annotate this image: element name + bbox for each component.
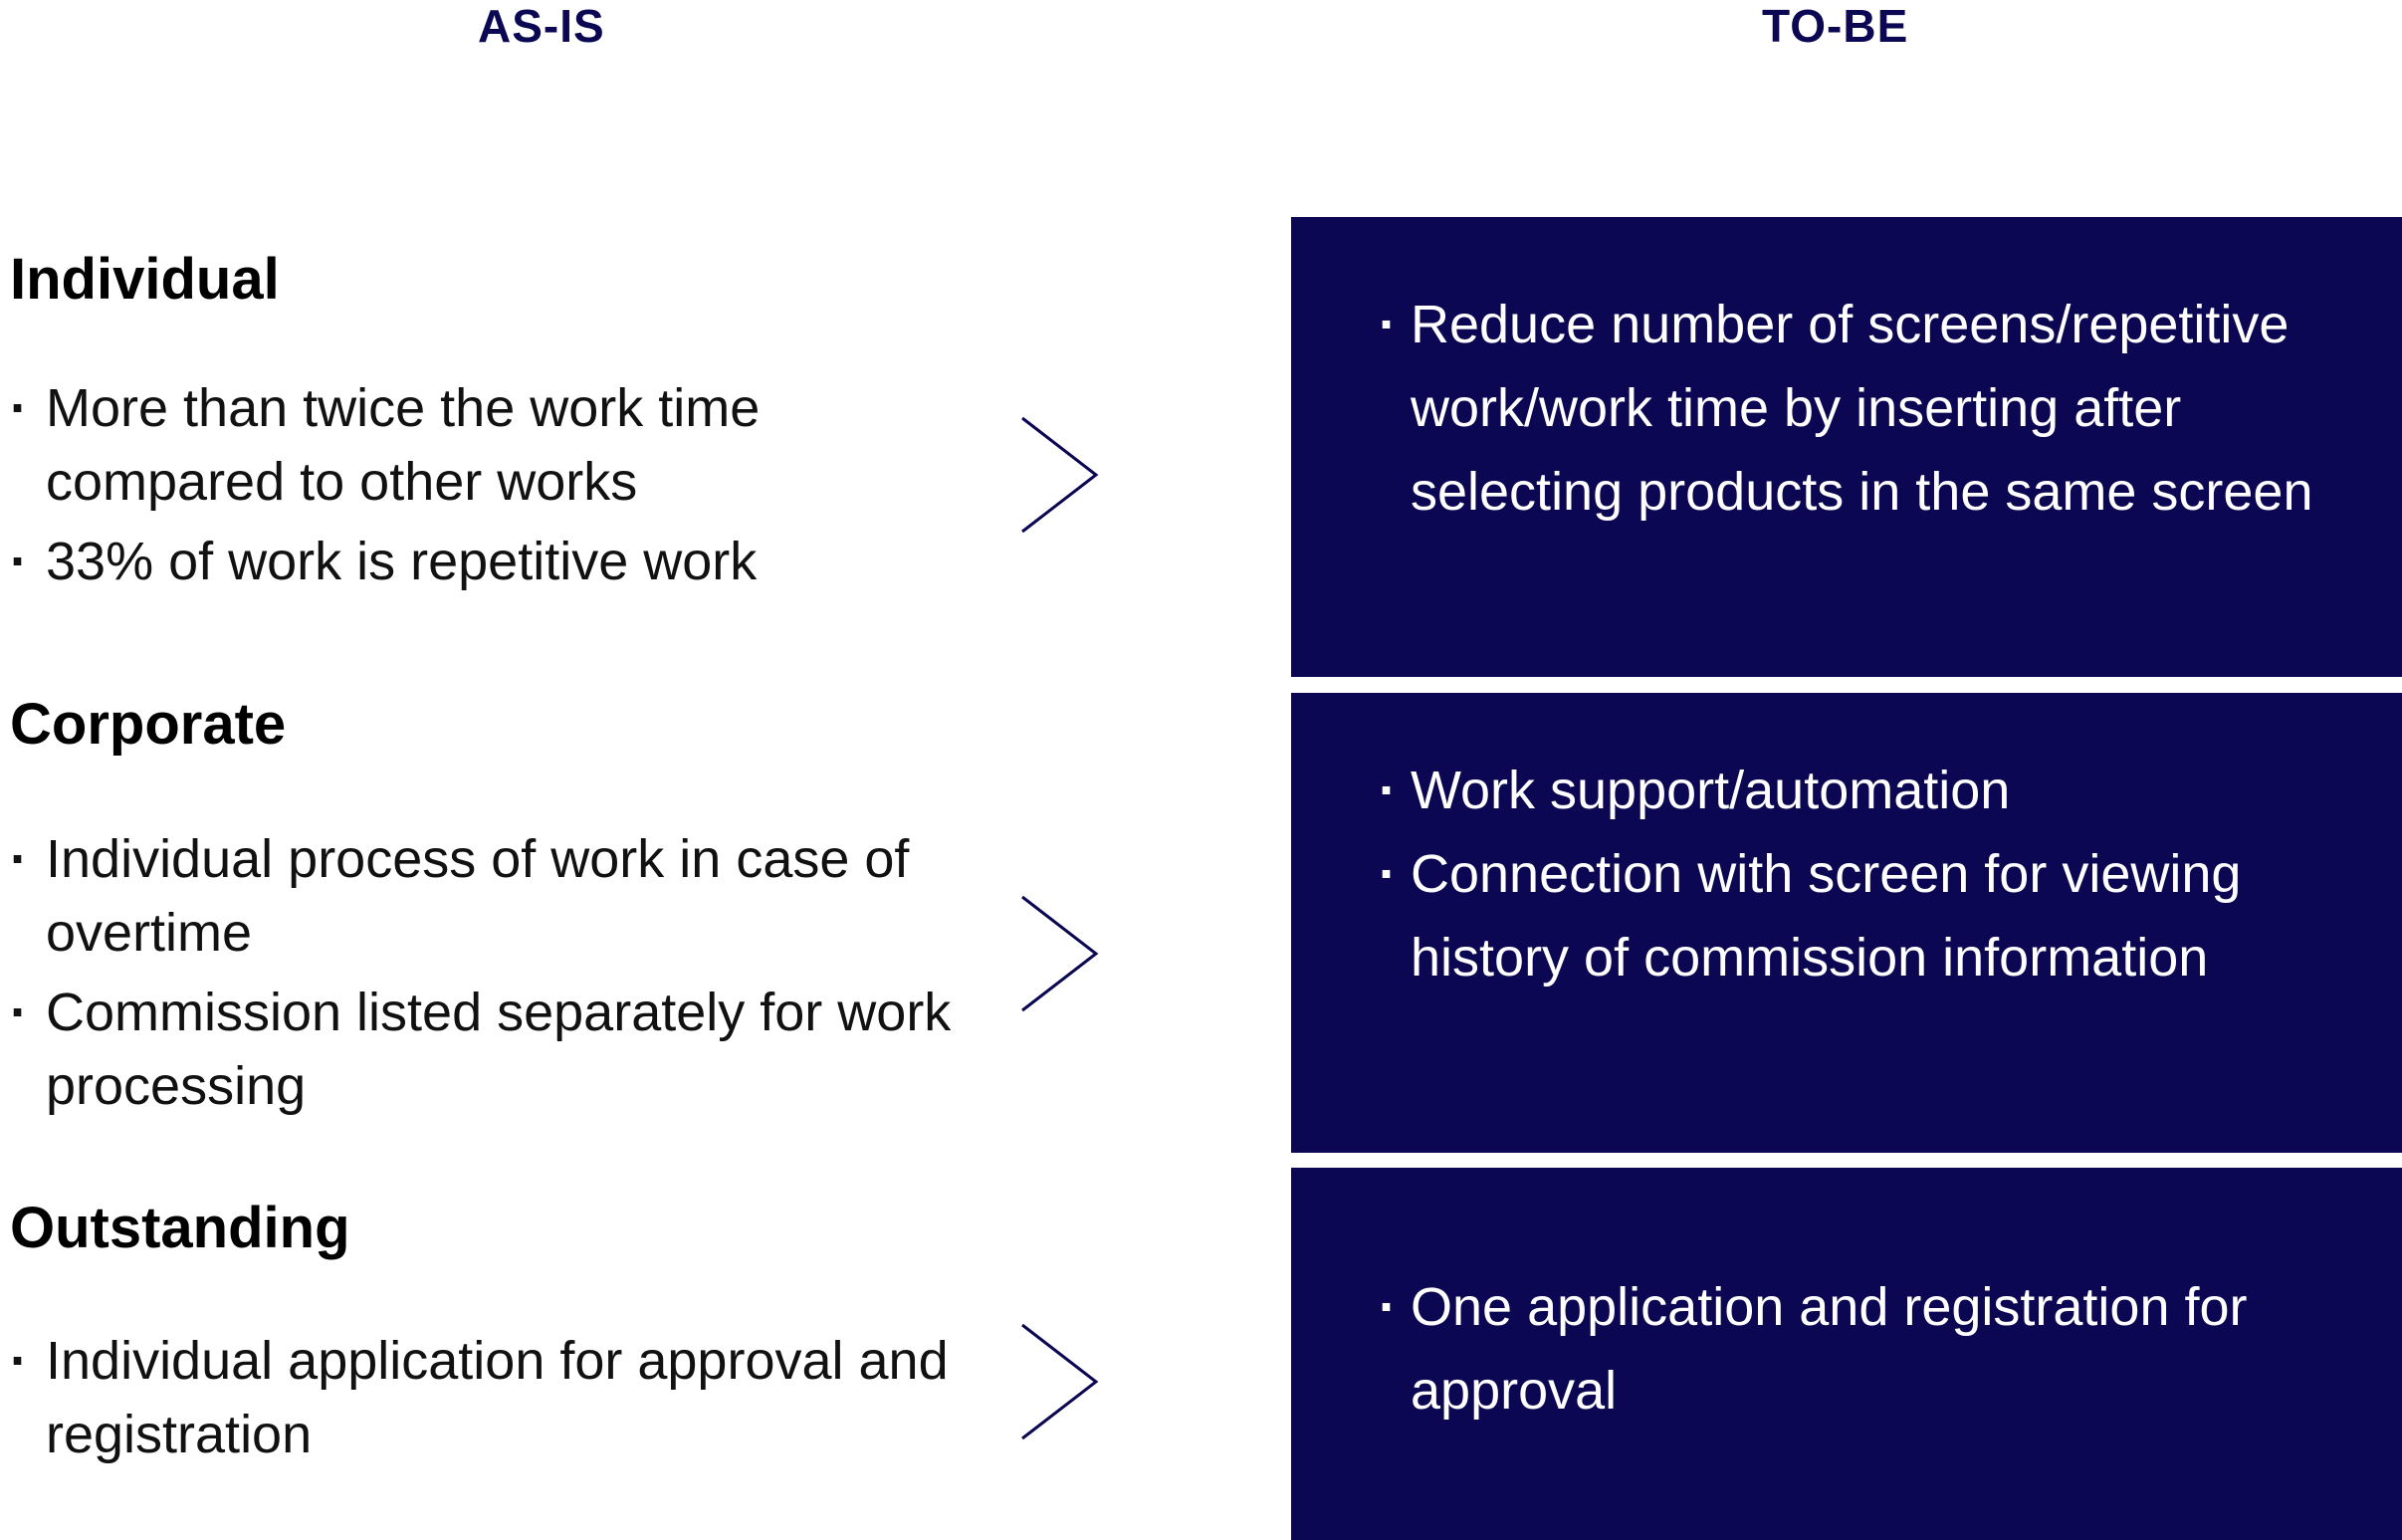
- to-be-item: · One application and registration for approval: [1379, 1265, 2283, 1432]
- to-be-header: TO-BE: [1762, 0, 1909, 52]
- as-is-list-corporate: [10, 822, 985, 1129]
- to-be-box-corporate: [1291, 693, 2402, 1153]
- section-title-individual: Individual: [10, 247, 280, 312]
- chevron-right-icon: [1020, 894, 1100, 1013]
- as-is-item: · Individual process of work in case of overtime: [10, 822, 985, 970]
- to-be-list-outstanding: [1379, 1265, 2283, 1432]
- to-be-item: · Reduce number of screens/repetitive work/work time by inserting after selecting products in the same screen: [1379, 283, 2362, 534]
- as-is-list-individual: [10, 371, 985, 604]
- as-is-item: · 33% of work is repetitive work: [10, 525, 985, 598]
- as-is-item: · More than twice the work time compared to other works: [10, 371, 985, 519]
- to-be-list-individual: [1379, 283, 2362, 534]
- to-be-item: · Work support/automation: [1379, 749, 2362, 832]
- as-is-list-outstanding: [10, 1324, 985, 1477]
- to-be-box-outstanding: [1291, 1168, 2402, 1540]
- to-be-list-corporate: [1379, 749, 2362, 999]
- as-is-header: AS-IS: [478, 0, 605, 52]
- as-is-item: · Individual application for approval and registration: [10, 1324, 985, 1471]
- as-is-item: · Commission listed separately for work processing: [10, 976, 985, 1123]
- to-be-item: · Connection with screen for viewing history of commission information: [1379, 832, 2362, 999]
- section-title-outstanding: Outstanding: [10, 1196, 350, 1260]
- chevron-right-icon: [1020, 415, 1100, 535]
- section-title-corporate: Corporate: [10, 692, 287, 757]
- to-be-box-individual: [1291, 217, 2402, 677]
- chevron-right-icon: [1020, 1322, 1100, 1441]
